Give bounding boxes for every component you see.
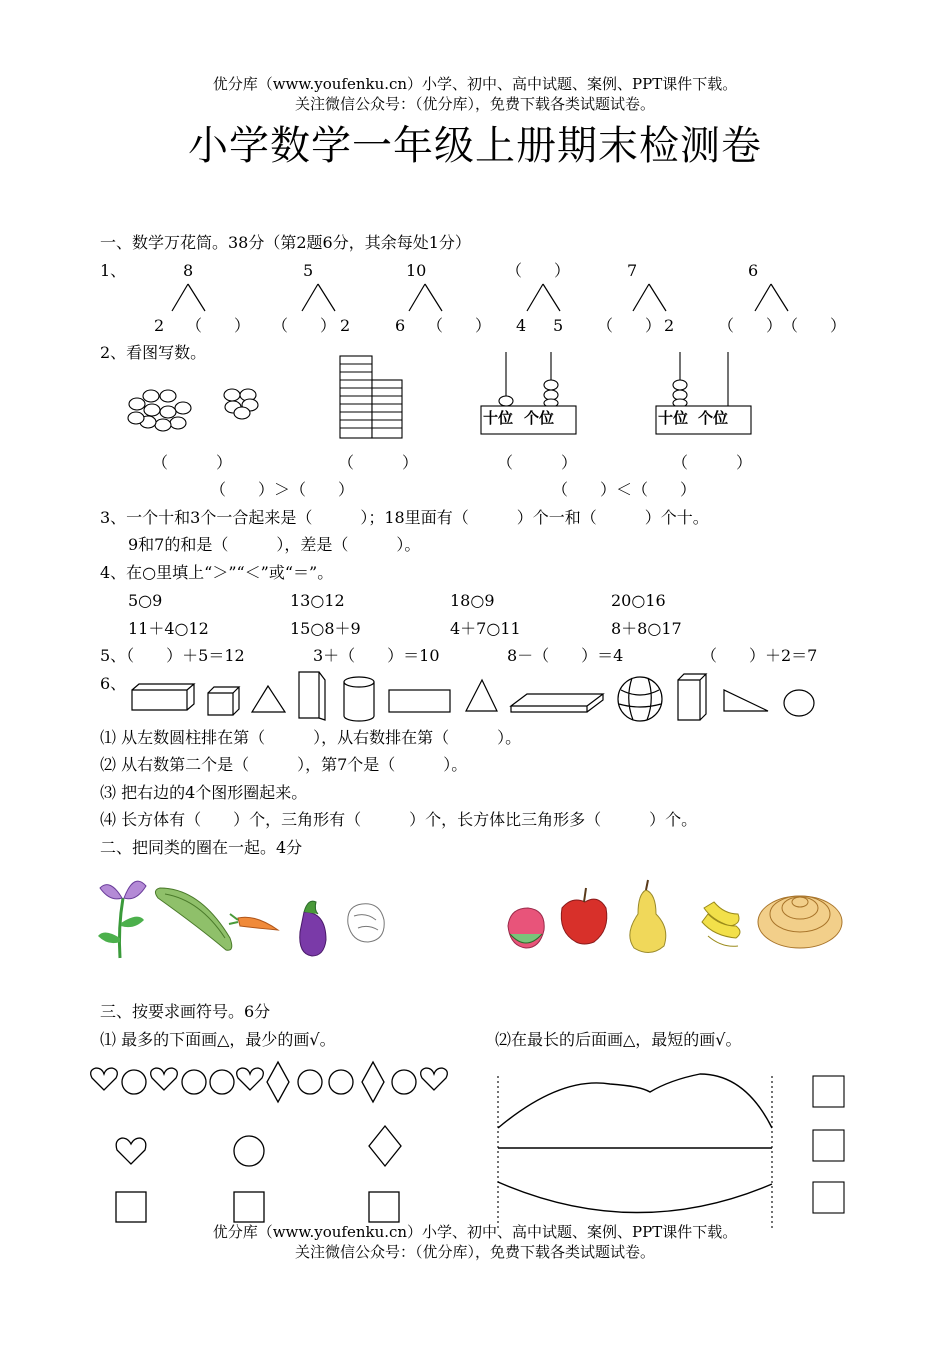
cabbage-icon (348, 904, 384, 942)
abacus-2-tens-label: 十位 (658, 409, 689, 427)
footer-line-2: 关注微信公众号：（优分库），免费下载各类试题试卷。 (294, 1243, 655, 1261)
q6-shapes-row (125, 668, 825, 728)
q2-blank-2[interactable]: （ ） (338, 453, 419, 472)
eggplant-icon (300, 901, 326, 956)
q4-r2-3[interactable]: 4＋7○11 (450, 619, 521, 638)
section-1-heading: 一、数学万花筒。38分（第2题6分，其余每处1分） (100, 233, 471, 252)
tree-4-left: 4 (516, 316, 527, 335)
tree-1-top: 8 (183, 261, 194, 280)
tree-1-left: 2 (154, 316, 165, 335)
q2-compare-less[interactable]: （ ）＜（ ） (552, 480, 697, 499)
section-2-heading: 二、把同类的圈在一起。4分 (100, 838, 303, 857)
q5-item-3[interactable]: 8－（ ）＝4 (507, 646, 624, 665)
q6-sub-4: ⑷ 长方体有（ ）个，三角形有（ ）个，长方体比三角形多（ ）个。 (100, 810, 698, 829)
section-3-heading: 三、按要求画符号。6分 (100, 1002, 271, 1021)
q6-label: 6、 (100, 674, 127, 693)
q4-r1-2[interactable]: 13○12 (290, 591, 345, 610)
pear-icon (630, 880, 666, 953)
tree-2-right: 2 (340, 316, 351, 335)
banana-icon (702, 902, 740, 946)
tree-1-right[interactable]: （ ） (186, 316, 251, 335)
line-length-figure (490, 1062, 850, 1232)
tree-2-top: 5 (303, 261, 314, 280)
q2-compare-greater[interactable]: （ ）＞（ ） (210, 480, 355, 499)
tree-6-top: 6 (748, 261, 759, 280)
header-line-1: 优分库（www.youfenku.cn）小学、初中、高中试题、案例、PPT课件下载。 (212, 75, 738, 93)
tree-3-top: 10 (406, 261, 427, 280)
q2-label: 2、看图写数。 (100, 343, 207, 362)
q4-r1-4[interactable]: 20○16 (611, 591, 666, 610)
q3-line-1: 3、一个十和3个一合起来是（ ）；18里面有（ ）个一和（ ）个十。 (100, 508, 709, 527)
footer-line-1: 优分库（www.youfenku.cn）小学、初中、高中试题、案例、PPT课件下载。 (212, 1223, 738, 1241)
q2-blank-3[interactable]: （ ） (497, 453, 578, 472)
abacus-1-tens-label: 十位 (483, 409, 514, 427)
carrot-icon (229, 914, 278, 930)
q5-item-4[interactable]: （ ）＋2＝7 (701, 646, 818, 665)
grouping-pictures (90, 868, 850, 968)
q4-r2-1[interactable]: 11＋4○12 (128, 619, 209, 638)
q6-sub-3: ⑶ 把右边的4个图形圈起来。 (100, 783, 308, 802)
page-title: 小学数学一年级上册期末检测卷 (188, 123, 762, 169)
q2-blank-1[interactable]: （ ） (152, 453, 233, 472)
q4-r1-1[interactable]: 5○9 (128, 591, 163, 610)
shape-count-figure (88, 1060, 458, 1230)
q3-line-2: 9和7的和是（ ），差是（ ）。 (128, 535, 421, 554)
flower-icon (98, 881, 146, 958)
q6-sub-2: ⑵ 从右数第二个是（ ），第7个是（ ）。 (100, 755, 468, 774)
q4-r2-2[interactable]: 15○8＋9 (290, 619, 361, 638)
q4-r2-4[interactable]: 8＋8○17 (611, 619, 682, 638)
tree-5-top: 7 (627, 261, 638, 280)
tree-4-right: 5 (553, 316, 564, 335)
tree-3-left: 6 (395, 316, 406, 335)
q4-label: 4、在○里填上“＞”“＜”或“＝”。 (100, 563, 334, 582)
tree-3-right[interactable]: （ ） (427, 316, 492, 335)
tree-6-right[interactable]: （ ） (782, 316, 847, 335)
section-3-sub-1: ⑴ 最多的下面画△，最少的画√。 (100, 1030, 336, 1049)
q4-r1-3[interactable]: 18○9 (450, 591, 495, 610)
tree-6-left[interactable]: （ ） (718, 316, 783, 335)
q2-blank-4[interactable]: （ ） (672, 453, 753, 472)
bitter-gourd-icon (155, 888, 231, 950)
abacus-1-ones-label: 个位 (524, 409, 555, 427)
q6-sub-1: ⑴ 从左数圆柱排在第（ ），从右数排在第（ ）。 (100, 728, 522, 747)
tree-5-left[interactable]: （ ） (597, 316, 662, 335)
tree-2-left[interactable]: （ ） (272, 316, 337, 335)
tree-5-right: 2 (664, 316, 675, 335)
apple-icon (561, 888, 607, 944)
q1-label: 1、 (100, 261, 127, 280)
counting-figures (0, 350, 950, 440)
abacus-2-ones-label: 个位 (698, 409, 729, 427)
number-tree-branches (0, 280, 950, 340)
tree-4-top[interactable]: （ ） (506, 261, 571, 280)
bread-icon (758, 896, 842, 948)
peach-icon (508, 908, 544, 948)
header-line-2: 关注微信公众号：（优分库），免费下载各类试题试卷。 (294, 95, 655, 113)
q5-item-1[interactable]: 5、（ ）＋5＝12 (100, 646, 245, 665)
q5-item-2[interactable]: 3＋（ ）＝10 (313, 646, 440, 665)
section-3-sub-2: ⑵在最长的后面画△，最短的画√。 (495, 1030, 742, 1049)
